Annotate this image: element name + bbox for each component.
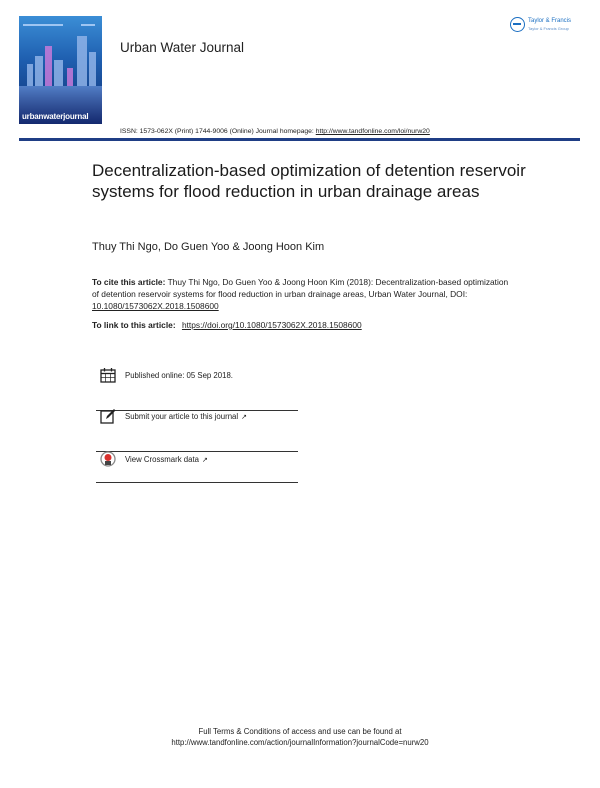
publisher-logo[interactable]	[510, 17, 571, 32]
citation-label: To cite this article:	[92, 277, 166, 287]
publisher-logo-subtext: Taylor & Francis Group	[528, 25, 569, 31]
article-link-line	[92, 320, 362, 330]
issn-line	[120, 128, 430, 135]
citation-doi-link[interactable]: 10.1080/1573062X.2018.1508600	[92, 301, 219, 311]
terms-text: Full Terms & Conditions of access and use can be found at	[198, 727, 402, 736]
article-link-label: To link to this article:	[92, 320, 176, 330]
citation-block	[92, 276, 512, 312]
published-row	[96, 371, 298, 411]
journal-homepage-link[interactable]: http://www.tandfonline.com/loi/nurw20	[315, 128, 430, 135]
calendar-icon	[100, 367, 116, 383]
publisher-logo-text: Taylor & Francis	[528, 17, 572, 24]
submit-article-row[interactable]	[96, 412, 298, 452]
submit-article-link[interactable]: Submit your article to this journal	[125, 412, 239, 421]
header-rule	[19, 138, 580, 141]
edit-icon	[100, 408, 116, 424]
cover-building	[54, 60, 63, 86]
external-link-icon: ↗	[241, 414, 247, 421]
cover-building	[67, 68, 73, 86]
article-authors: Thuy Thi Ngo, Do Guen Yoo & Joong Hoon Kim	[92, 241, 325, 253]
row-divider	[96, 410, 298, 412]
crossmark-icon	[100, 451, 116, 467]
citation-text: Thuy Thi Ngo, Do Guen Yoo & Joong Hoon Kim (2018): Decentralization-based optimization of detention reservoir systems for flood reduction in urban drainage areas, Urban Water Journal, DOI:	[92, 277, 509, 299]
cover-building	[27, 64, 33, 86]
cover-header-mark-right	[81, 24, 95, 26]
cover-building	[77, 36, 87, 86]
journal-title: Urban Water Journal	[120, 40, 245, 55]
issn-text: ISSN: 1573-062X (Print) 1744-9006 (Online) Journal homepage:	[120, 128, 314, 135]
publisher-logo-icon	[510, 17, 525, 32]
terms-footer	[0, 726, 600, 748]
external-link-icon: ↗	[201, 457, 208, 464]
terms-url[interactable]: http://www.tandfonline.com/action/journalInformation?journalCode=nurw20	[171, 738, 429, 747]
article-title: Decentralization-based optimization of detention reservoir systems for flood reduction in urban drainage areas	[92, 161, 526, 201]
article-doi-url[interactable]: https://doi.org/10.1080/1573062X.2018.1508600	[181, 320, 362, 330]
cover-building	[89, 52, 96, 86]
cover-header-mark	[23, 24, 63, 26]
crossmark-row[interactable]	[96, 455, 298, 483]
cover-title: urbanwaterjournal	[22, 112, 89, 121]
crossmark-link[interactable]: View Crossmark data	[125, 455, 199, 464]
cover-building	[35, 56, 43, 86]
published-date: Published online: 05 Sep 2018.	[125, 371, 233, 380]
journal-cover-image	[19, 16, 102, 124]
cover-building	[45, 46, 52, 86]
row-divider	[96, 451, 298, 453]
row-divider	[96, 482, 298, 484]
